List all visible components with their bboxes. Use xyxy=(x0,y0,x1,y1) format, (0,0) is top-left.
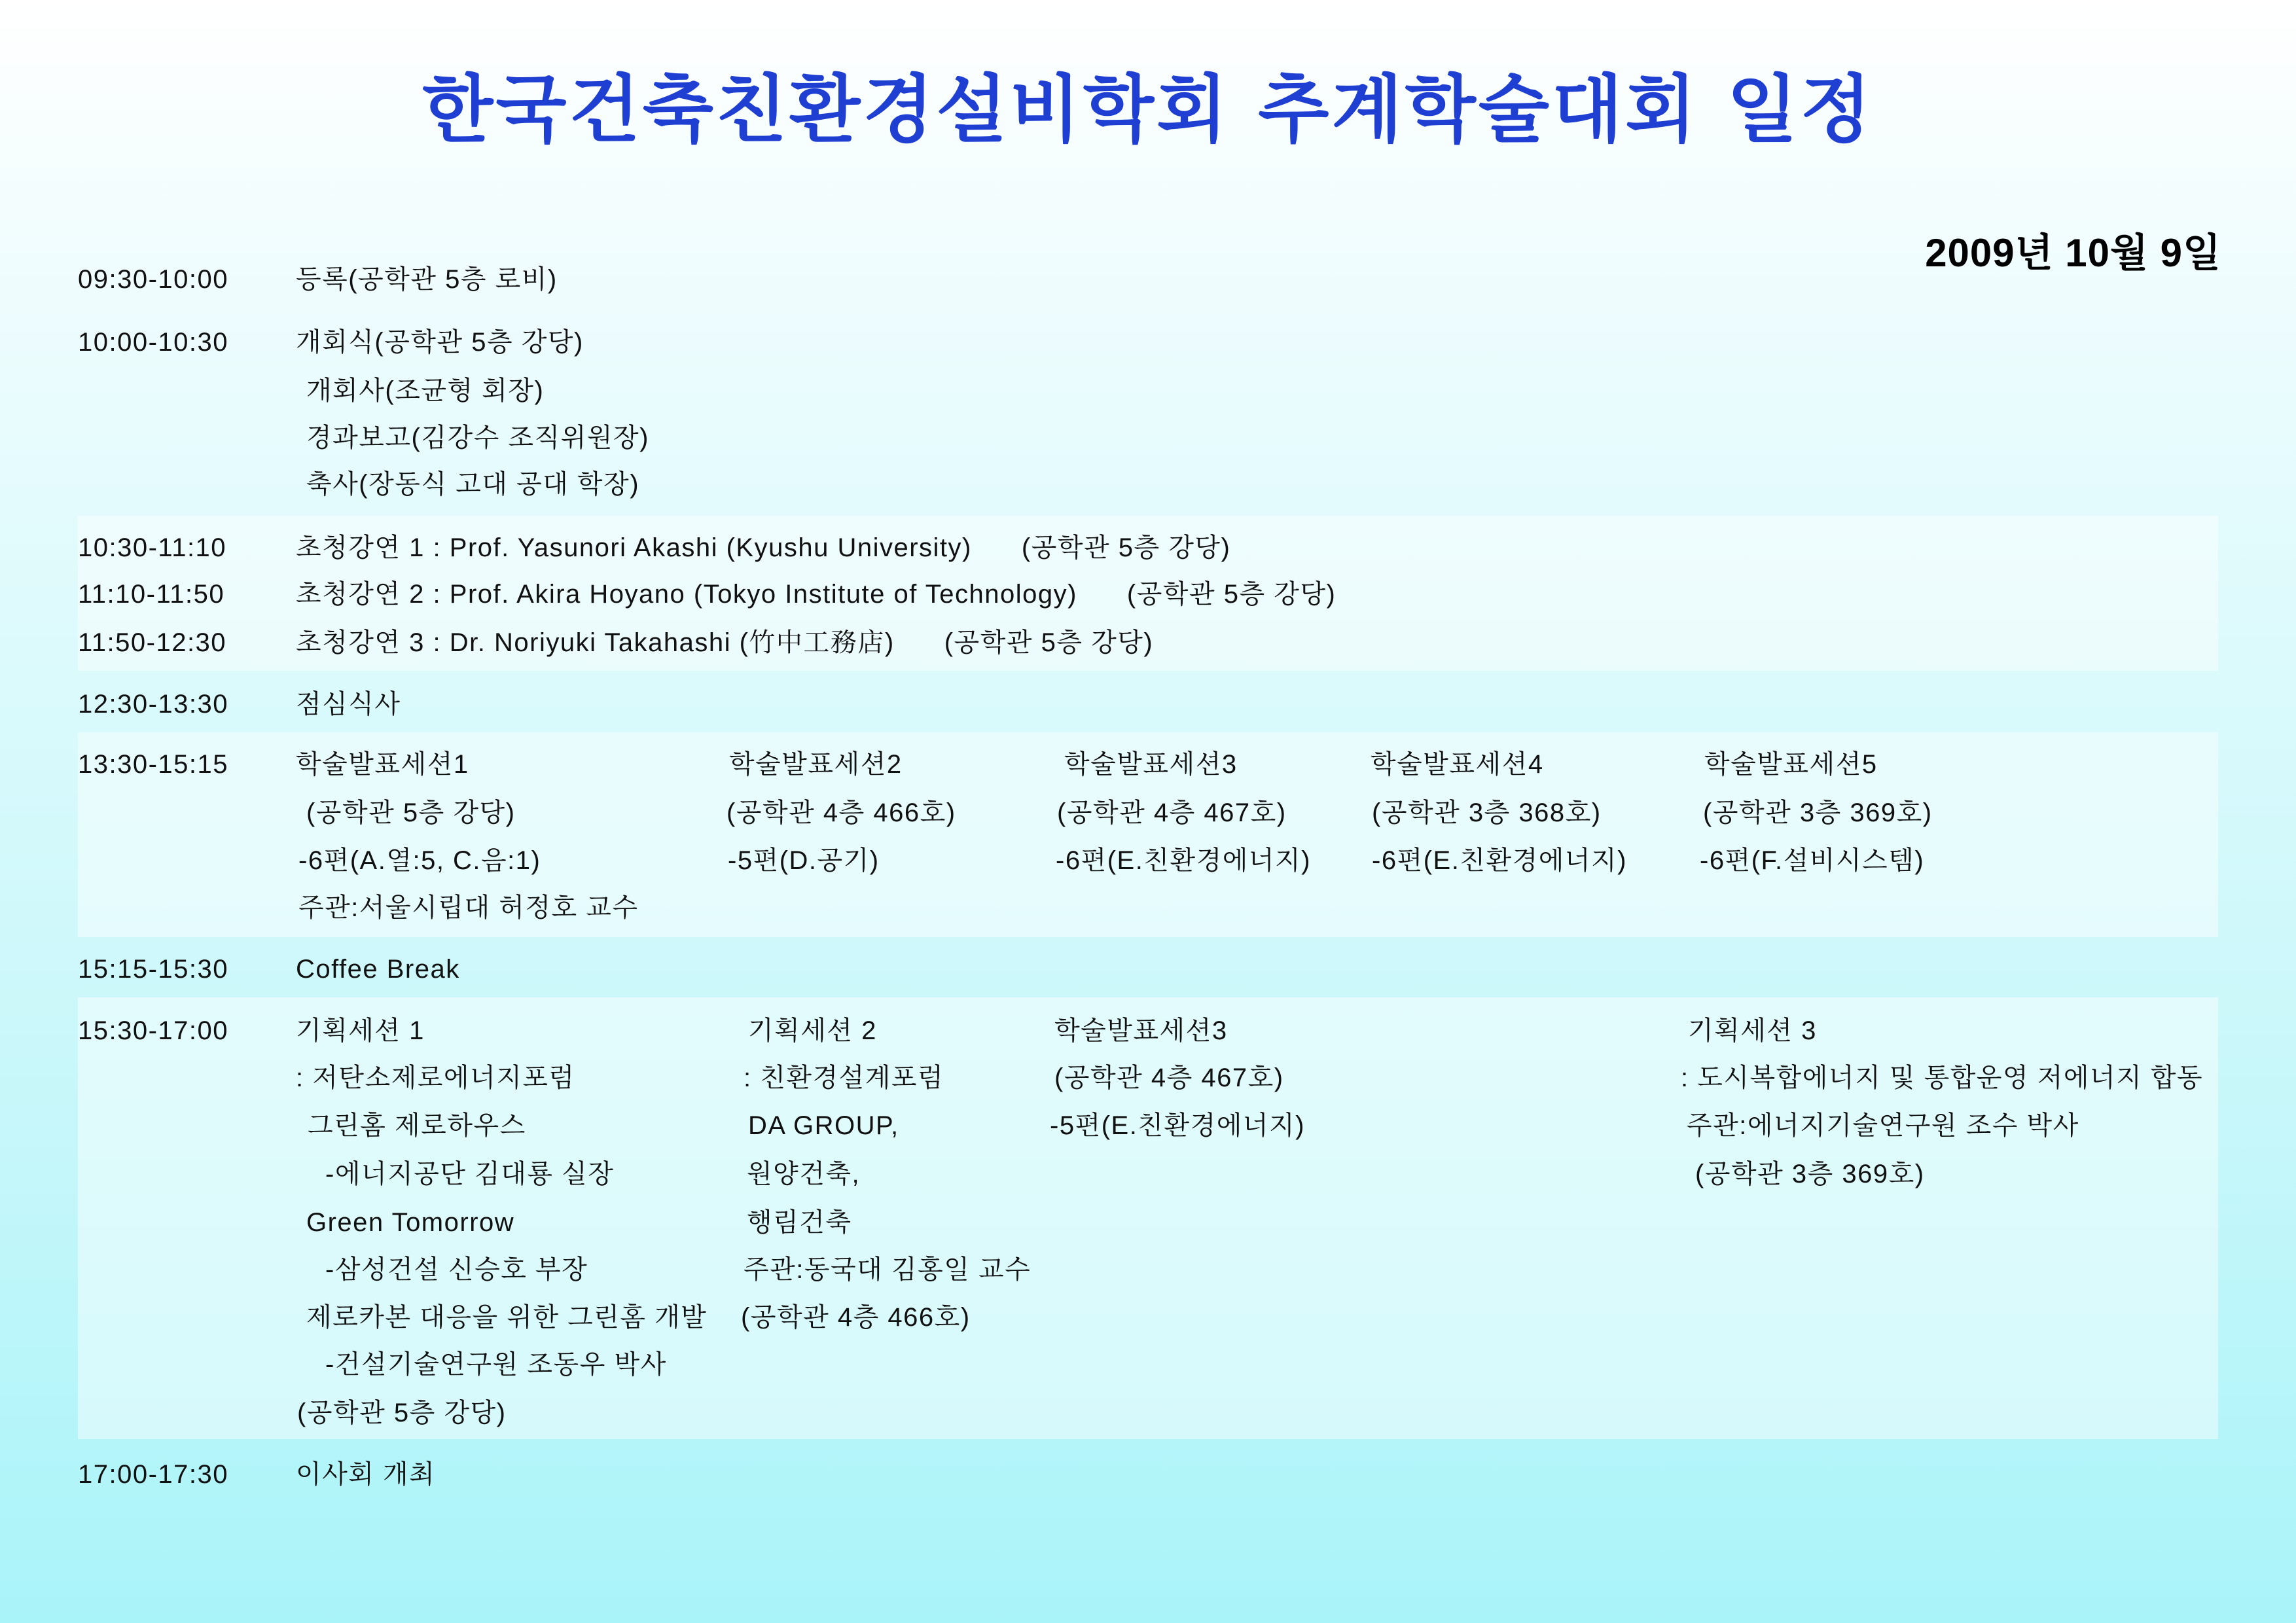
paper-session-venue: (공학관 4층 467호) xyxy=(1057,798,1287,827)
talk-speaker: -삼성건설 신승호 부장 xyxy=(325,1255,588,1284)
special-session-chair: 주관:동국대 김홍일 교수 xyxy=(744,1255,1031,1284)
paper-session-venue: (공학관 3층 369호) xyxy=(1703,798,1933,827)
opening-ceremony-item: 개회식(공학관 5층 강당) xyxy=(296,328,584,357)
event-date: 2009년 10월 9일 xyxy=(1925,231,2221,275)
lunch-item: 점심식사 xyxy=(296,690,401,719)
time-slot: 12:30-13:30 xyxy=(78,690,229,719)
paper-session-count: -6편(A.열:5, C.음:1) xyxy=(298,846,541,875)
paper-session-venue: (공학관 3층 368호) xyxy=(1372,798,1602,827)
time-slot: 15:15-15:30 xyxy=(78,955,229,984)
paper-session-name: 학술발표세션4 xyxy=(1371,750,1544,779)
talk-speaker: -건설기술연구원 조동우 박사 xyxy=(325,1350,667,1379)
invited-lecture-venue: (공학관 5층 강당) xyxy=(944,628,1154,657)
talk-title: Green Tomorrow xyxy=(306,1208,515,1237)
coffee-break-item: Coffee Break xyxy=(296,955,460,984)
opening-subitem: 개회사(조균형 회장) xyxy=(306,376,545,405)
paper-session-venue: (공학관 4층 467호) xyxy=(1054,1063,1284,1092)
talk-title: 그린홈 제로하우스 xyxy=(308,1111,526,1140)
paper-session-count: -5편(D.공기) xyxy=(728,846,880,875)
time-slot: 15:30-17:00 xyxy=(78,1016,229,1045)
special-session-name: 기획세션 1 xyxy=(296,1016,425,1045)
invited-lecture-venue: (공학관 5층 강당) xyxy=(1126,580,1336,609)
paper-session-count: -6편(E.친환경에너지) xyxy=(1372,846,1627,875)
opening-subitem: 경과보고(김강수 조직위원장) xyxy=(306,423,649,452)
paper-session-name: 학술발표세션1 xyxy=(296,750,469,779)
invited-lecture-venue: (공학관 5층 강당) xyxy=(1021,533,1231,562)
time-slot: 10:30-11:10 xyxy=(78,533,227,562)
invited-lecture-2 xyxy=(296,575,1336,614)
time-slot: 11:10-11:50 xyxy=(78,580,225,609)
special-session-name: 기획세션 2 xyxy=(748,1016,877,1045)
special-session-venue: (공학관 4층 466호) xyxy=(741,1303,971,1332)
forum-participant: DA GROUP, xyxy=(748,1111,899,1140)
registration-item: 등록(공학관 5층 로비) xyxy=(296,265,558,294)
special-session-forum: : 저탄소제로에너지포럼 xyxy=(296,1063,575,1092)
paper-session-venue: (공학관 5층 강당) xyxy=(306,798,516,827)
special-session-venue: (공학관 3층 369호) xyxy=(1695,1160,1925,1188)
opening-subitem: 축사(장동식 고대 공대 학장) xyxy=(306,470,640,499)
paper-session-count: -6편(E.친환경에너지) xyxy=(1056,846,1311,875)
invited-lecture-title: 초청강연 3 : Dr. Noriyuki Takahashi (竹中工務店) xyxy=(296,628,895,657)
forum-participant: 원양건축, xyxy=(747,1160,861,1188)
invited-lecture-3 xyxy=(296,623,1153,662)
paper-session-chair: 주관:서울시립대 허정호 교수 xyxy=(298,893,639,922)
time-slot: 11:50-12:30 xyxy=(78,628,227,657)
paper-session-count: -6편(F.설비시스템) xyxy=(1700,846,1925,875)
paper-session-name: 학술발표세션3 xyxy=(1064,750,1238,779)
invited-lecture-title: 초청강연 1 : Prof. Yasunori Akashi (Kyushu University) xyxy=(296,533,972,562)
special-session-forum: : 도시복합에너지 및 통합운영 저에너지 합동 xyxy=(1681,1063,2204,1092)
paper-session-venue: (공학관 4층 466호) xyxy=(726,798,956,827)
talk-speaker: -에너지공단 김대룡 실장 xyxy=(325,1160,615,1188)
time-slot: 13:30-15:15 xyxy=(78,750,229,779)
invited-lecture-title: 초청강연 2 : Prof. Akira Hoyano (Tokyo Institute of Technology) xyxy=(296,580,1077,609)
time-slot: 09:30-10:00 xyxy=(78,265,229,294)
paper-session-name: 학술발표세션3 xyxy=(1054,1016,1228,1045)
special-session-venue: (공학관 5층 강당) xyxy=(297,1399,507,1427)
page-title: 한국건축친환경설비학회 추계학술대회 일정 xyxy=(422,67,1874,152)
special-session-name: 기획세션 3 xyxy=(1688,1016,1817,1045)
board-meeting-item: 이사회 개최 xyxy=(296,1460,436,1489)
invited-lecture-1 xyxy=(296,528,1230,567)
paper-session-count: -5편(E.친환경에너지) xyxy=(1050,1111,1305,1140)
time-slot: 10:00-10:30 xyxy=(78,328,229,357)
time-slot: 17:00-17:30 xyxy=(78,1460,229,1489)
paper-session-name: 학술발표세션2 xyxy=(729,750,903,779)
special-session-forum: : 친환경설계포럼 xyxy=(744,1063,944,1092)
paper-session-name: 학술발표세션5 xyxy=(1704,750,1878,779)
talk-title: 제로카본 대응을 위한 그린홈 개발 xyxy=(306,1303,708,1332)
forum-participant: 행림건축 xyxy=(747,1208,852,1237)
special-session-chair: 주관:에너지기술연구원 조수 박사 xyxy=(1687,1111,2079,1140)
